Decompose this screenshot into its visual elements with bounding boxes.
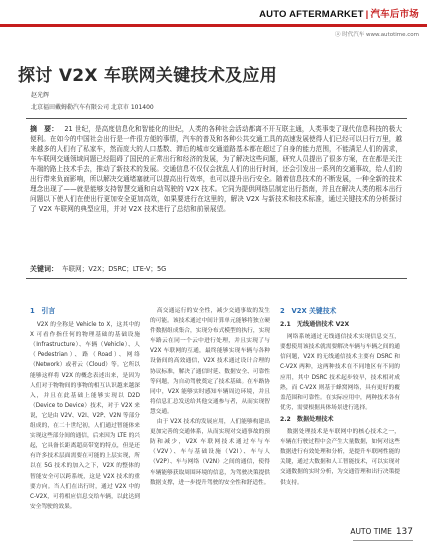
author-name: 赵光辉 — [31, 92, 50, 99]
brand-cn: 汽车后市场 — [370, 9, 419, 20]
section-heading-key-tech: 2 V2X 关键技术 — [280, 307, 337, 315]
abstract-top-rule — [26, 118, 407, 119]
page-number: 137 — [395, 527, 413, 537]
keywords-label: 关键词： — [30, 265, 58, 273]
keywords — [30, 263, 402, 274]
paragraph: 网络系统通过无线通信技术实现信息交互，要想使用该技术就需要解决车辆与车辆之间的通信问题，V2X 的无线通信技术主要有 DSRC 和 C-V2X 两种，这两种技术在不同地区有不同的应用，其中 DSRC 技术起步较早，技术相对成熟，而 C-V2X 则基于蜂窝网络，具有更好的覆盖范围和可靠性。在实际应用中，两种技术各有优劣，需要根据具体场景进行选择。 — [280, 334, 400, 411]
column-middle — [150, 306, 270, 488]
article-title: 探讨 V2X 车联网关键技术及应用 — [18, 66, 278, 86]
footer-rule — [353, 540, 413, 541]
abstract — [30, 124, 402, 214]
brand-separator: | — [365, 9, 369, 20]
section-heading-intro: 1 引言 — [30, 307, 56, 315]
brand-en: AUTO AFTERMARKET — [259, 9, 364, 20]
subsection-heading-data: 2.2 数据处理技术 — [280, 415, 334, 423]
footer-brand: AUTO TIME — [350, 527, 392, 536]
keywords-text: 车联网；V2X；DSRC；LTE-V；5G — [62, 265, 167, 273]
paragraph: 数据处理技术是车联网中的核心技术之一，车辆在行驶过程中会产生大量数据，如何对这些数据进行有效处理和分析，是提升车联网性能的关键，通过大数据和人工智能技术，可以实现对交通数据的实时分析，为交通管理和出行决策提供支持。 — [280, 429, 400, 486]
journal-url: ⓐ 时代汽车 www.autotime.com — [334, 32, 419, 38]
column-left — [30, 306, 140, 512]
subsection-heading-wireless: 2.1 无线通信技术 V2X — [280, 321, 350, 329]
abstract-text: 21 世纪，是高度信息化和智能化的世纪，人类的各种社会活动都离不开互联主通，人类事变了现代信息科技的极大便利。在如今的中国社会出行是一件很方便的事情，汽车的普及和各种公共交通工具的高速发展使得人们已经可以日行万里，越来越多的人们有了私家车，然而庞大的人口基数、滞后的城市交通道路基本都在超过了自身的能力范围，不能满足人们的需求，车车联网交通领域问题已经阻碍了国民的正常出行和经济的发展，为了解决这些问题，研究人员提出了很多方案，在在都是关注车端的路上技术手去，推动了新技术的发展。交通信息不仅仅会扰乱人们的出行时间，还会引发出一系列的交通事故，给人们的出行带来负面影响，所以解决交通堵塞就可以提高出行效率，也可以提升出行安全。随着信息技术的不断发展，一种全新的技术理念出现了——就是能够支持智慧交通和自动驾驶的 V2X 技术。它同为提供网络层制定出行指南，并且在解决人类的根本出行问题以下使人们在使出行更加安全更加高效，如果要进行在这里的，解决 V2X 与新技术和技术标准，通过关键技术的分析探讨了 V2X 车联网的典型应用，并对 V2X 技术进行了总结和前景展望。 — [30, 125, 403, 213]
author-affiliation: 北京福田戴姆勒汽车有限公司 北京市 101400 — [31, 104, 154, 111]
column-right — [280, 306, 400, 488]
abstract-bottom-rule — [26, 278, 407, 279]
header-red-rule — [0, 24, 427, 27]
paragraph: V2X 的全称是 Vehicle to X，这其中的 X 可看作指任何的物理基础的基础设施（Infrastructure）、车辆（Vehicle）、人（Pedestrian）、路（Road）、网络（Network）或者云（Cloud）等。它所以能够这样将 V2X 的概念表述出来，是因为人们对于物物间的事物的相互认识越来越深入，并且在此基础上能够实现以 D2D（Device to Device）技术，对于 V2X 来说，它是由 V2V、V2I、V2P、V2N 等部分组成的，在二十世纪初，人们通过智能体来实现这些部分间的通信，后来因为 LTE 的兴起，它具备长距离超高带宽的特点，但是还有许多技术层面需要在可能的上层实现，所以在 5G 技术的加入之下，V2X 的整体的智能安全可以跨系统，这是 V2X 技术的重要方向。当人们在出行时，通过 V2X 中的 C-V2X，可将相应信息交给车辆，以此达到安全驾驶的效果。 — [30, 322, 140, 510]
journal-brand — [259, 6, 419, 20]
paragraph: 高交通运行的安全性，减少交通事故的发生的可能。该技术通过中间计算单元能够将独立硬件数据组成集合，实现分布式模型的执行，实现车路云在同一个云中进行处理，并且实现了与 V2X 车联网的互通，最终能够实现车辆与各种设备间的高效通信，V2X 技术通过设计合理的协议标准，解决了通信时延、数据安全、可靠性等问题，为自动驾驶奠定了技术基础。在车路协同中，V2X 能够实时感知车辆周边环境，并且将信息汇总发送给其他交通参与者，从而实现智慧交通。 — [150, 308, 270, 415]
paragraph: 由于 V2X 技术的发展应用，人们能够构建出更加完善的交通体系，从而实现对交通事故的预防和减少，V2X 车联网技术通过车与车（V2V）、车与基础设施（V2I）、车与人（V2P）、车与网络（V2N）之间的通信，使得车辆能够获取周围环境的信息，为驾驶决策提供数据支撑，进一步提升驾驶的安全性和舒适性。 — [150, 419, 270, 486]
page-footer — [350, 527, 413, 537]
abstract-label: 摘 要： — [30, 125, 59, 133]
